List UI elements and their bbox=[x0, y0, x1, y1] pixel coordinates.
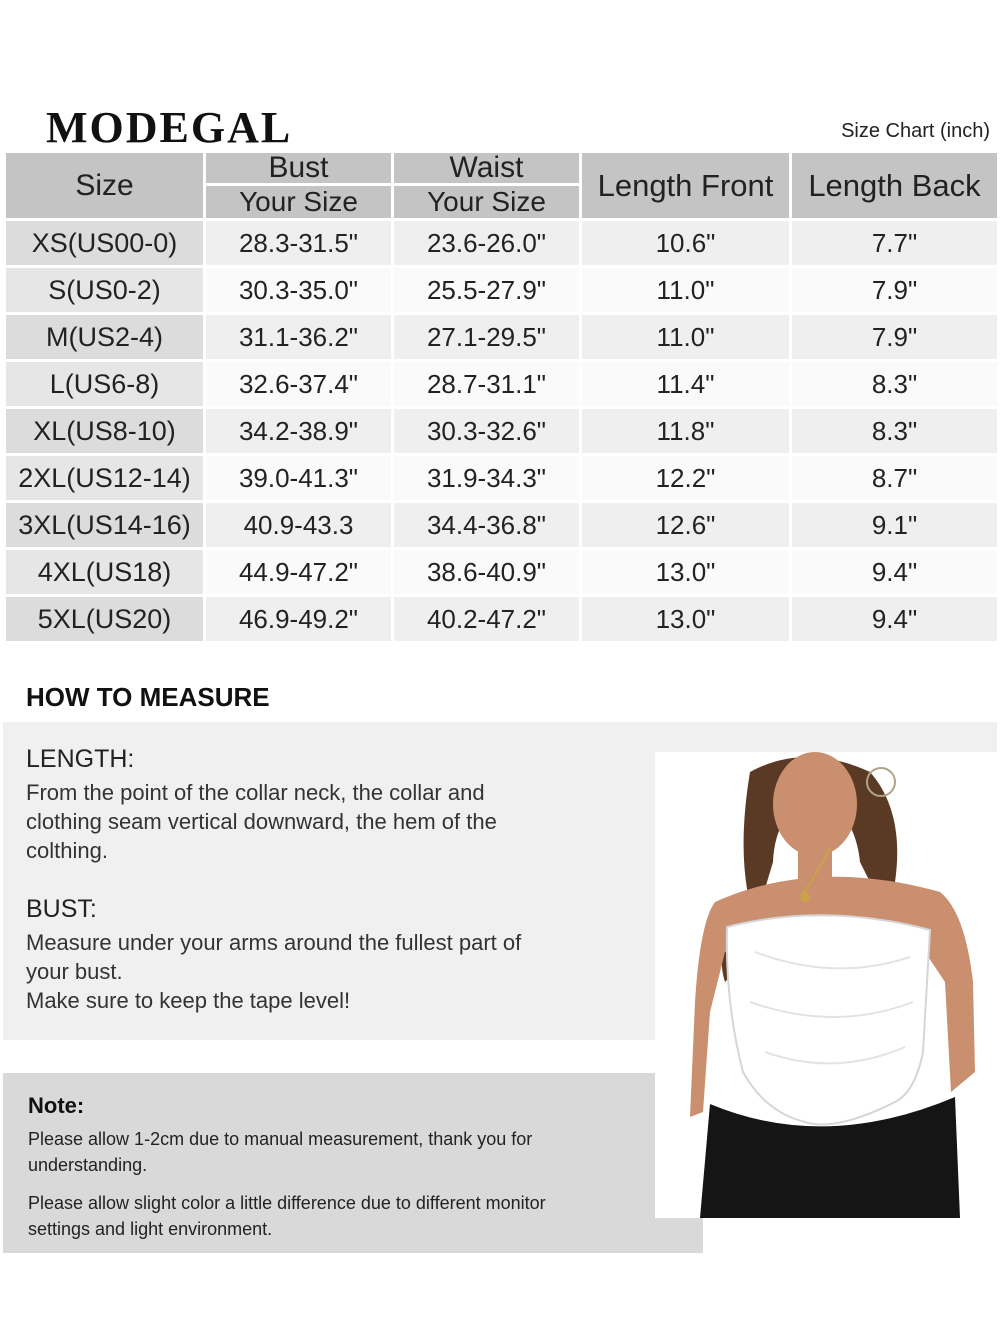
waist-cell: 25.5-27.9" bbox=[393, 267, 581, 314]
header-length-back: Length Back bbox=[791, 152, 999, 220]
length-front-cell: 10.6" bbox=[581, 220, 791, 267]
waist-cell: 28.7-31.1" bbox=[393, 361, 581, 408]
size-cell: S(US0-2) bbox=[5, 267, 205, 314]
length-back-cell: 8.3" bbox=[791, 408, 999, 455]
bust-section bbox=[26, 894, 546, 1015]
length-front-cell: 11.0" bbox=[581, 314, 791, 361]
table-row bbox=[5, 455, 999, 502]
length-front-cell: 11.4" bbox=[581, 361, 791, 408]
header-bust: Bust bbox=[205, 152, 393, 185]
waist-cell: 31.9-34.3" bbox=[393, 455, 581, 502]
brand-logo: MODEGAL bbox=[46, 103, 293, 152]
table-row bbox=[5, 361, 999, 408]
table-row bbox=[5, 596, 999, 643]
bust-cell: 30.3-35.0" bbox=[205, 267, 393, 314]
bust-cell: 46.9-49.2" bbox=[205, 596, 393, 643]
model-photo bbox=[655, 752, 997, 1218]
length-back-cell: 7.9" bbox=[791, 314, 999, 361]
length-front-cell: 11.0" bbox=[581, 267, 791, 314]
table-row bbox=[5, 408, 999, 455]
waist-cell: 38.6-40.9" bbox=[393, 549, 581, 596]
size-cell: M(US2-4) bbox=[5, 314, 205, 361]
size-cell: L(US6-8) bbox=[5, 361, 205, 408]
how-to-measure-title: HOW TO MEASURE bbox=[26, 682, 270, 712]
length-title: LENGTH: bbox=[26, 745, 135, 773]
table-row bbox=[5, 267, 999, 314]
note-panel bbox=[3, 1073, 703, 1253]
table-row bbox=[5, 502, 999, 549]
bust-cell: 34.2-38.9" bbox=[205, 408, 393, 455]
length-back-cell: 8.7" bbox=[791, 455, 999, 502]
length-section bbox=[26, 744, 546, 865]
length-back-cell: 9.1" bbox=[791, 502, 999, 549]
bust-cell: 31.1-36.2" bbox=[205, 314, 393, 361]
waist-cell: 27.1-29.5" bbox=[393, 314, 581, 361]
header-waist-sub: Your Size bbox=[393, 185, 581, 220]
waist-cell: 40.2-47.2" bbox=[393, 596, 581, 643]
size-cell: 5XL(US20) bbox=[5, 596, 205, 643]
size-cell: 3XL(US14-16) bbox=[5, 502, 205, 549]
note-text-measurement: Please allow 1-2cm due to manual measurement, thank you for understanding. bbox=[28, 1129, 533, 1175]
waist-cell: 34.4-36.8" bbox=[393, 502, 581, 549]
length-back-cell: 9.4" bbox=[791, 596, 999, 643]
bust-cell: 40.9-43.3 bbox=[205, 502, 393, 549]
length-front-cell: 11.8" bbox=[581, 408, 791, 455]
length-front-cell: 13.0" bbox=[581, 596, 791, 643]
header-bust-sub: Your Size bbox=[205, 185, 393, 220]
bust-title: BUST: bbox=[26, 895, 97, 923]
header-waist: Waist bbox=[393, 152, 581, 185]
length-back-cell: 9.4" bbox=[791, 549, 999, 596]
bust-cell: 39.0-41.3" bbox=[205, 455, 393, 502]
note-title: Note: bbox=[28, 1093, 85, 1118]
waist-cell: 30.3-32.6" bbox=[393, 408, 581, 455]
length-front-cell: 12.6" bbox=[581, 502, 791, 549]
length-text: From the point of the collar neck, the collar and clothing seam vertical downward, the hem of the colthing. bbox=[26, 780, 497, 863]
length-front-cell: 13.0" bbox=[581, 549, 791, 596]
bust-cell: 28.3-31.5" bbox=[205, 220, 393, 267]
table-row bbox=[5, 549, 999, 596]
length-front-cell: 12.2" bbox=[581, 455, 791, 502]
size-cell: XL(US8-10) bbox=[5, 408, 205, 455]
header-size: Size bbox=[5, 152, 205, 220]
size-cell: 4XL(US18) bbox=[5, 549, 205, 596]
header-length-front: Length Front bbox=[581, 152, 791, 220]
size-cell: XS(US00-0) bbox=[5, 220, 205, 267]
length-back-cell: 7.9" bbox=[791, 267, 999, 314]
bust-cell: 32.6-37.4" bbox=[205, 361, 393, 408]
bust-text-tape: Make sure to keep the tape level! bbox=[26, 988, 351, 1013]
chart-unit-label: Size Chart (inch) bbox=[841, 120, 990, 142]
size-chart-table bbox=[3, 150, 1000, 644]
bust-cell: 44.9-47.2" bbox=[205, 549, 393, 596]
table-row bbox=[5, 220, 999, 267]
note-text-color: Please allow slight color a little difference due to different monitor settings and light environment. bbox=[28, 1193, 546, 1239]
model-photo-icon bbox=[655, 752, 997, 1218]
waist-cell: 23.6-26.0" bbox=[393, 220, 581, 267]
length-back-cell: 8.3" bbox=[791, 361, 999, 408]
table-row bbox=[5, 314, 999, 361]
length-back-cell: 7.7" bbox=[791, 220, 999, 267]
bust-text: Measure under your arms around the fullest part of your bust. bbox=[26, 930, 522, 984]
size-cell: 2XL(US12-14) bbox=[5, 455, 205, 502]
